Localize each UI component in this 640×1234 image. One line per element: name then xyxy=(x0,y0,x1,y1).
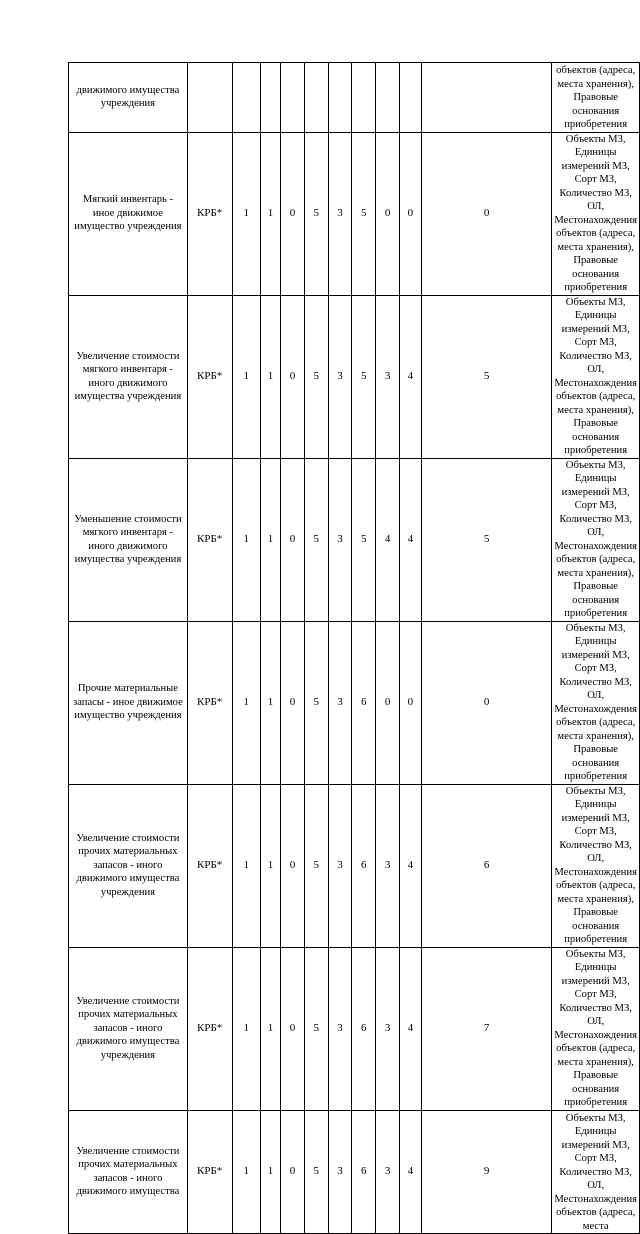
account-digit-cell xyxy=(281,63,305,133)
analytics-description-cell: Объекты МЗ, Единицы измерений МЗ, Сорт МЗ, Количество МЗ, ОЛ, Местонахождения объектов (адреса, места хранения), Правовые основания приобретения xyxy=(552,621,640,784)
table-row xyxy=(69,295,640,458)
account-digit-cell: 0 xyxy=(281,295,305,458)
account-digit-cell: 1 xyxy=(261,784,281,947)
account-digit-cell: 0 xyxy=(281,1110,305,1234)
account-digit-cell: 3 xyxy=(376,784,400,947)
table-row xyxy=(69,947,640,1110)
table-row xyxy=(69,63,640,133)
account-name-cell: Увеличение стоимости прочих материальных запасов - иного движимого имущества xyxy=(69,1110,188,1234)
account-digit-cell xyxy=(399,63,421,133)
account-digit-cell: 5 xyxy=(304,784,328,947)
account-digit-cell: 1 xyxy=(261,458,281,621)
account-digit-cell: 9 xyxy=(421,1110,551,1234)
account-digit-cell xyxy=(352,63,376,133)
account-name-cell: Увеличение стоимости мягкого инвентаря - иного движимого имущества учреждения xyxy=(69,295,188,458)
account-digit-cell: 5 xyxy=(304,132,328,295)
account-digit-cell: 1 xyxy=(232,132,260,295)
account-name-cell: Увеличение стоимости прочих материальных запасов - иного движимого имущества учреждения xyxy=(69,947,188,1110)
account-digit-cell: 4 xyxy=(399,784,421,947)
account-code-cell: КРБ* xyxy=(187,458,232,621)
account-digit-cell: 1 xyxy=(232,784,260,947)
account-digit-cell: 7 xyxy=(421,947,551,1110)
account-digit-cell: 3 xyxy=(328,621,352,784)
account-digit-cell: 0 xyxy=(281,947,305,1110)
account-code-cell: КРБ* xyxy=(187,295,232,458)
account-name-cell: движимого имущества учреждения xyxy=(69,63,188,133)
account-digit-cell: 6 xyxy=(352,621,376,784)
account-digit-cell: 0 xyxy=(376,621,400,784)
account-digit-cell: 5 xyxy=(304,947,328,1110)
account-digit-cell: 5 xyxy=(304,458,328,621)
account-digit-cell: 4 xyxy=(399,295,421,458)
analytics-description-cell: Объекты МЗ, Единицы измерений МЗ, Сорт МЗ, Количество МЗ, ОЛ, Местонахождения объектов (адреса, места хранения), Правовые основания приобретения xyxy=(552,295,640,458)
account-name-cell: Прочие материальные запасы - иное движимое имущество учреждения xyxy=(69,621,188,784)
account-digit-cell: 4 xyxy=(376,458,400,621)
account-digit-cell: 0 xyxy=(281,784,305,947)
account-digit-cell: 1 xyxy=(232,458,260,621)
account-digit-cell: 1 xyxy=(232,295,260,458)
table-row xyxy=(69,458,640,621)
account-digit-cell: 6 xyxy=(421,784,551,947)
analytics-description-cell: объектов (адреса, места хранения), Правовые основания приобретения xyxy=(552,63,640,133)
account-digit-cell: 5 xyxy=(304,295,328,458)
account-name-cell: Увеличение стоимости прочих материальных запасов - иного движимого имущества учреждения xyxy=(69,784,188,947)
account-digit-cell: 1 xyxy=(261,621,281,784)
account-digit-cell: 3 xyxy=(328,295,352,458)
account-digit-cell xyxy=(232,63,260,133)
account-digit-cell: 6 xyxy=(352,784,376,947)
account-digit-cell: 1 xyxy=(232,621,260,784)
analytics-description-cell: Объекты МЗ, Единицы измерений МЗ, Сорт МЗ, Количество МЗ, ОЛ, Местонахождения объектов (адреса, места xyxy=(552,1110,640,1234)
account-digit-cell: 1 xyxy=(232,947,260,1110)
table-row xyxy=(69,132,640,295)
account-digit-cell: 1 xyxy=(261,295,281,458)
analytics-description-cell: Объекты МЗ, Единицы измерений МЗ, Сорт МЗ, Количество МЗ, ОЛ, Местонахождения объектов (адреса, места хранения), Правовые основания приобретения xyxy=(552,947,640,1110)
table-row xyxy=(69,1110,640,1234)
account-digit-cell: 3 xyxy=(328,1110,352,1234)
account-digit-cell: 3 xyxy=(376,947,400,1110)
account-code-cell: КРБ* xyxy=(187,621,232,784)
account-digit-cell: 5 xyxy=(304,621,328,784)
account-digit-cell: 3 xyxy=(328,947,352,1110)
account-digit-cell xyxy=(376,63,400,133)
account-digit-cell: 3 xyxy=(376,1110,400,1234)
account-digit-cell: 5 xyxy=(421,458,551,621)
account-digit-cell: 5 xyxy=(352,295,376,458)
account-digit-cell: 4 xyxy=(399,1110,421,1234)
table-row xyxy=(69,621,640,784)
account-digit-cell xyxy=(304,63,328,133)
account-digit-cell xyxy=(421,63,551,133)
account-digit-cell: 5 xyxy=(421,295,551,458)
account-digit-cell: 0 xyxy=(281,458,305,621)
account-digit-cell: 1 xyxy=(261,132,281,295)
account-digit-cell: 3 xyxy=(328,784,352,947)
account-digit-cell: 3 xyxy=(376,295,400,458)
account-digit-cell: 3 xyxy=(328,132,352,295)
account-digit-cell: 1 xyxy=(261,947,281,1110)
account-digit-cell: 0 xyxy=(399,621,421,784)
account-digit-cell: 4 xyxy=(399,947,421,1110)
account-digit-cell: 5 xyxy=(352,458,376,621)
account-digit-cell: 1 xyxy=(232,1110,260,1234)
account-name-cell: Уменьшение стоимости мягкого инвентаря - иного движимого имущества учреждения xyxy=(69,458,188,621)
account-digit-cell xyxy=(261,63,281,133)
account-code-cell: КРБ* xyxy=(187,1110,232,1234)
accounts-table xyxy=(68,62,640,1234)
table-row xyxy=(69,784,640,947)
account-digit-cell: 0 xyxy=(399,132,421,295)
analytics-description-cell: Объекты МЗ, Единицы измерений МЗ, Сорт МЗ, Количество МЗ, ОЛ, Местонахождения объектов (адреса, места хранения), Правовые основания приобретения xyxy=(552,458,640,621)
account-code-cell xyxy=(187,63,232,133)
account-digit-cell: 1 xyxy=(261,1110,281,1234)
account-digit-cell: 0 xyxy=(281,132,305,295)
account-digit-cell: 5 xyxy=(304,1110,328,1234)
analytics-description-cell: Объекты МЗ, Единицы измерений МЗ, Сорт МЗ, Количество МЗ, ОЛ, Местонахождения объектов (адреса, места хранения), Правовые основания приобретения xyxy=(552,784,640,947)
account-digit-cell: 3 xyxy=(328,458,352,621)
account-digit-cell: 0 xyxy=(421,621,551,784)
analytics-description-cell: Объекты МЗ, Единицы измерений МЗ, Сорт МЗ, Количество МЗ, ОЛ, Местонахождения объектов (адреса, места хранения), Правовые основания приобретения xyxy=(552,132,640,295)
account-digit-cell: 0 xyxy=(376,132,400,295)
account-code-cell: КРБ* xyxy=(187,784,232,947)
account-digit-cell xyxy=(328,63,352,133)
account-name-cell: Мягкий инвентарь - иное движимое имущество учреждения xyxy=(69,132,188,295)
account-code-cell: КРБ* xyxy=(187,132,232,295)
account-digit-cell: 6 xyxy=(352,947,376,1110)
account-digit-cell: 0 xyxy=(281,621,305,784)
account-code-cell: КРБ* xyxy=(187,947,232,1110)
account-digit-cell: 6 xyxy=(352,1110,376,1234)
account-digit-cell: 0 xyxy=(421,132,551,295)
account-digit-cell: 4 xyxy=(399,458,421,621)
account-digit-cell: 5 xyxy=(352,132,376,295)
